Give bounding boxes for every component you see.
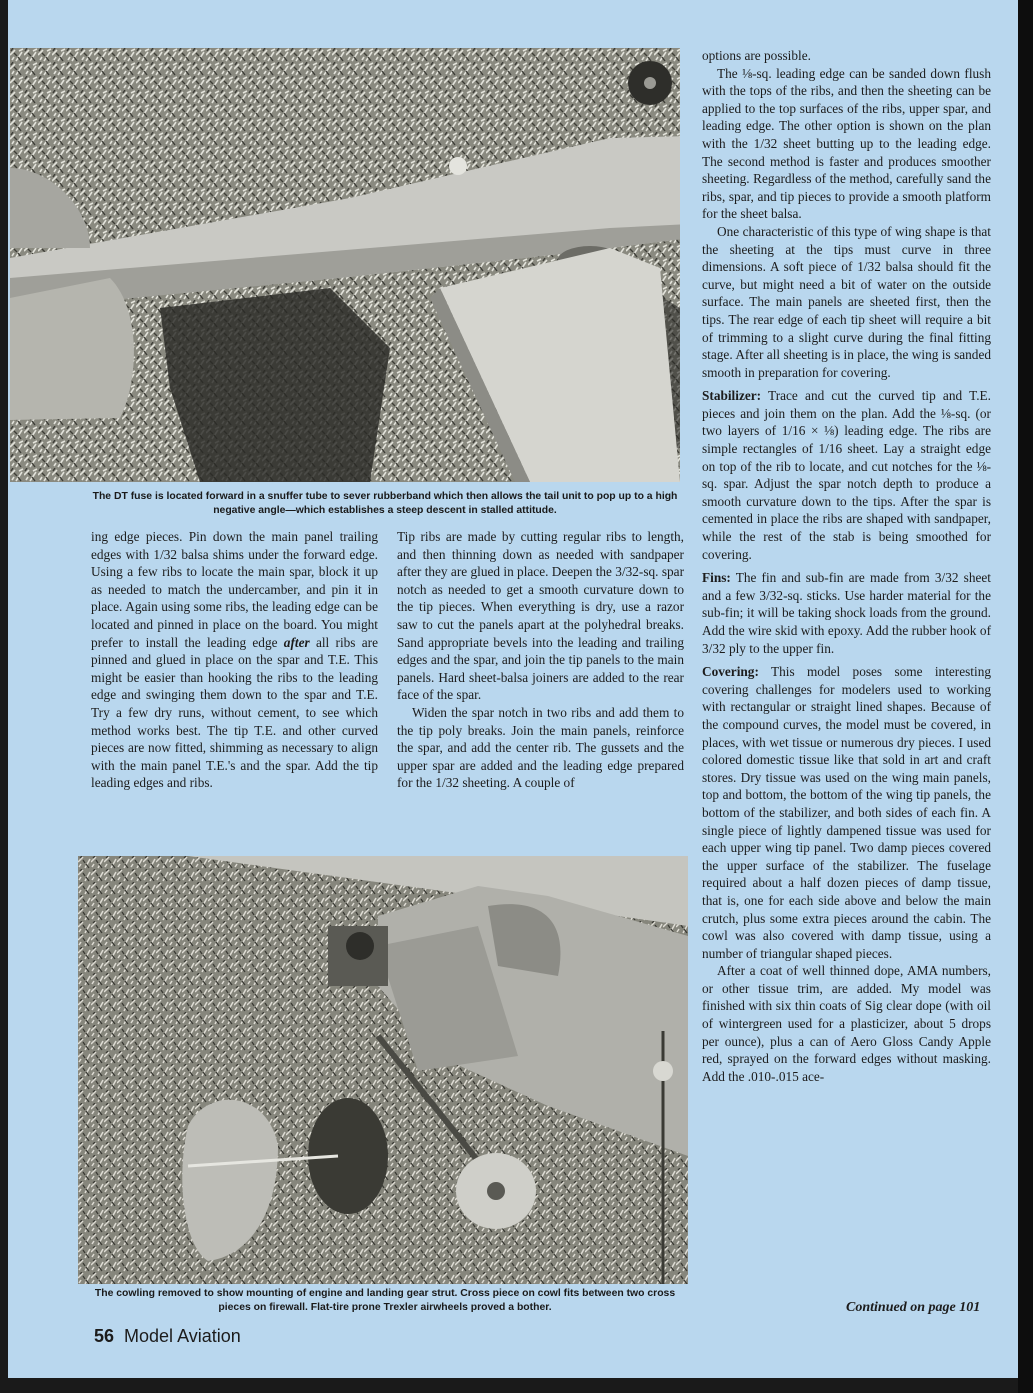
col2-paragraph-2: Widen the spar notch in two ribs and add them to the tip poly breaks. Join the main panels, reinforce the spar, and add the center rib. The gussets and the upper spar are added and the leading edge prepared for the 1/32 sheeting. A couple of [397,704,684,791]
page-number: 56 [94,1326,115,1346]
col3-paragraph-0: options are possible. [702,48,811,63]
stabilizer-section: Stabilizer: Trace and cut the curved tip and T.E. pieces and join them on the plan. Add the ⅛-sq. (or two layers of 1/16 × ⅛) leading edge. The ribs are simple rectangles of 1/16 sheet. Lay a straight edge on top of the rib to locate, and cut notches for the ⅛-sq. spar. Adjust the spar notch depth to produce a smooth curvature down to the tips. After the spar is cemented in place the ribs are shaped with sandpaper, while the rest of the stab is being smoothed for covering. [702,388,991,562]
col3-paragraph-last: After a coat of well thinned dope, AMA numbers, or other tissue trim, are added. My model was finished with six thin coats of Sig clear dope (with oil of wintergreen used for a plasticizer, about 5 drops per ounce), plus a can of Aero Gloss Candy Apple red, sprayed on the forward edges without masking. Add the .010-.015 ace- [702,963,991,1084]
col3-paragraph-1: The ⅛-sq. leading edge can be sanded down flush with the tops of the ribs, and then the sheeting can be applied to the top surfaces of the ribs, upper spar, and leading edge. The other option is shown on the plan with the 1/32 sheet butting up to the leading edge. The second method is faster and produces smoother sheeting. Regardless of the method, carefully sand the ribs, spar, and tip pieces to provide a smooth platform for the sheet balsa. [702,65,991,222]
column-2 [397,528,684,792]
bottom-photo [78,856,688,1284]
magazine-page [8,0,1018,1378]
column-3 [702,47,991,1085]
top-photo-caption: The DT fuse is located forward in a snuffer tube to sever rubberband which then allows the tail unit to pop up to a high negative angle—which establishes a steep descent in stalled attitude. [92,491,678,516]
covering-section: Covering: This model poses some interesting covering challenges for modelers used to working with rectangular or straight lined shapes. Because of the compound curves, the model must be covered, in places, with wet tissue or numerous dry pieces. I used colored domestic tissue like that sold in art and craft stores. Dry tissue was used on the wing main panels, top and bottom, the bottom of the wing tip panels, the bottom of the stabilizer, and both sides of each fin. A single piece of lightly dampened tissue was used for each upper wing tip panel. Two damp pieces covered the upper surface of the stabilizer. The fuselage required about a half dozen pieces of damp tissue, that is, one for each side above and below the main crutch, plus some extra pieces around the cabin. The cowl was also covered with damp tissue, using a number of triangular shaped pieces. [702,664,991,961]
page-edge-shadow [1018,0,1033,1393]
column-1 [91,528,378,792]
magazine-name: Model Aviation [124,1326,241,1346]
col2-paragraph-1: Tip ribs are made by cutting regular ribs to length, and then thinning down as needed with sandpaper after they are glued in place. Deepen the 3/32-sq. spar notch as needed to get a smooth curvature down to the tip pieces. When everything is dry, use a razor saw to cut the panels apart at the polyhedral breaks. Sand appropriate bevels into the leading and trailing edges and the spar, and join the tip panels to the main panels. Hard sheet-balsa joiners are added to the rear face of the spar. [397,529,684,703]
page-footer [94,1326,241,1347]
col3-paragraph-2: One characteristic of this type of wing shape is that the sheeting at the tips must curve in three dimensions. A soft piece of 1/32 balsa should fit the curve, but might need a bit of water on the outside surface. The main panels are sheeted first, then the tips. The rear edge of each tip sheet will require a bit of trimming to a slight curve during the final fitting stage. After all sheeting is in place, the wing is sanded smooth in preparation for covering. [702,223,991,380]
col1-paragraph-1: ing edge pieces. Pin down the main panel trailing edges with 1/32 balsa shims under the forward edge. Using a few ribs to locate the main spar, block it up as needed to match the undercamber, and pin it in place. Again using some ribs, the leading edge can be located and pinned in place on the board. You might prefer to install the leading edge after all ribs are pinned and glued in place on the spar and T.E. This might be easier than hooking the ribs to the leading edge and swinging them down to the spar and T.E. Try a few dry runs, without cement, to see which method works best. The tip T.E. and other curved pieces are now fitted, shimming as necessary to align with the main panel T.E.'s and the spar. Add the tip leading edges and ribs. [91,529,378,791]
fins-section: Fins: The fin and sub-fin are made from 3/32 sheet and a few 3/32-sq. sticks. Use harder material for the sub-fin; it will be taking shock loads from the ground. Add the wire skid with epoxy. Add the rubber hook of 3/32 ply to the upper fin. [702,570,991,656]
bottom-photo-caption: The cowling removed to show mounting of engine and landing gear strut. Cross piece on cowl fits between two cross pieces on firewall. Flat-tire prone Trexler airwheels proved a bother. [94,1288,676,1313]
continued-note: Continued on page 101 [846,1300,981,1315]
top-photo [10,48,680,482]
